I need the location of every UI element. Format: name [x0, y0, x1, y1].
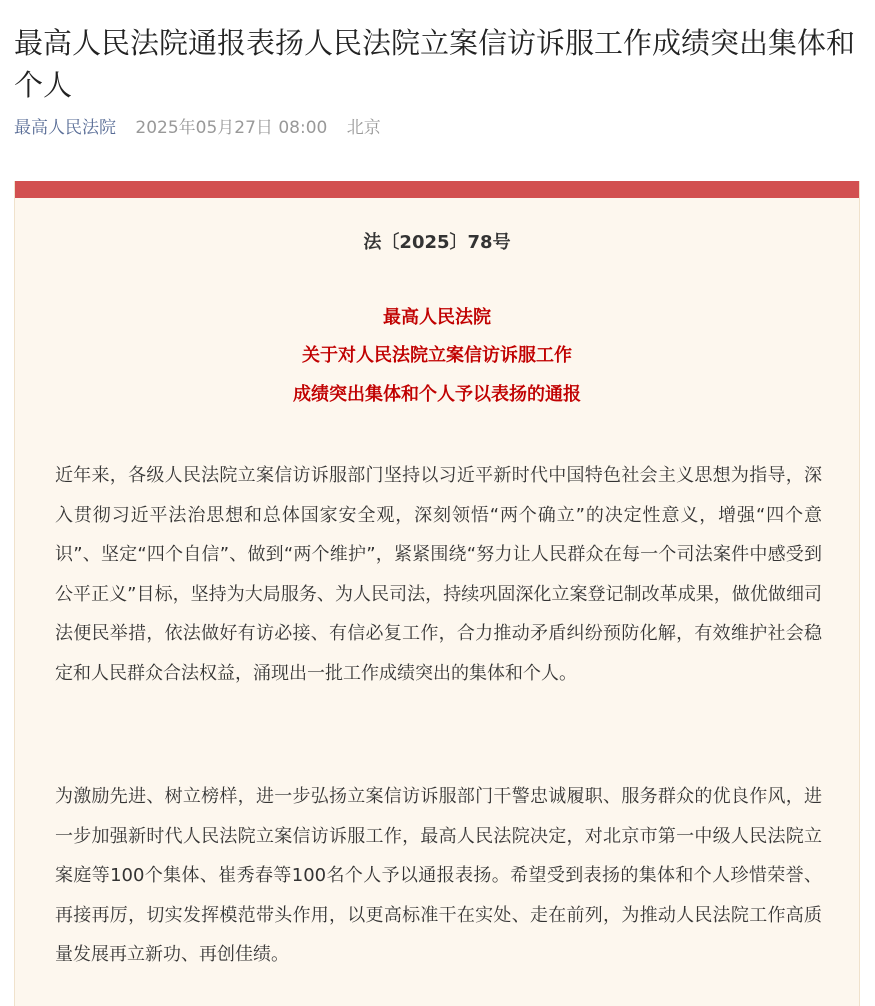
- article-meta: [14, 116, 381, 140]
- article-title: 最高人民法院通报表扬人民法院立案信访诉服工作成绩突出集体和个人: [14, 26, 856, 102]
- publish-location: 北京: [346, 118, 381, 138]
- body-paragraph: 为激励先进、树立榜样，进一步弘扬立案信访诉服部门干警忠诚履职、服务群众的优良作风，进一步加强新时代人民法院立案信访诉服工作，最高人民法院决定，对北京市第一中级人民法院立案庭等100个集体、崔秀春等100名个人予以通报表扬。希望受到表扬的集体和个人珍惜荣誉、再接再厉，切实发挥模范带头作用，以更高标准干在实处、走在前列，为推动人民法院工作高质量发展再立新功、再创佳绩。: [55, 786, 822, 966]
- publish-date: 2025年05月27日 08:00: [135, 118, 328, 138]
- document-number: 法〔2025〕78号: [363, 232, 511, 253]
- document-heading-line: 成绩突出集体和个人予以表扬的通报: [293, 384, 581, 405]
- document-heading-line: 关于对人民法院立案信访诉服工作: [302, 345, 572, 366]
- document-header-band: [15, 181, 859, 198]
- document-heading-line: 最高人民法院: [383, 307, 491, 328]
- source-account-link[interactable]: 最高人民法院: [14, 118, 116, 138]
- document-body: [14, 181, 860, 1006]
- body-paragraph: 近年来，各级人民法院立案信访诉服部门坚持以习近平新时代中国特色社会主义思想为指导，深入贯彻习近平法治思想和总体国家安全观，深刻领悟“两个确立”的决定性意义，增强“四个意识”、坚定“四个自信”、做到“两个维护”，紧紧围绕“努力让人民群众在每一个司法案件中感受到公平正义”目标，坚持为大局服务、为人民司法，持续巩固深化立案登记制改革成果，做优做细司法便民举措，依法做好有访必接、有信必复工作，合力推动矛盾纠纷预防化解，有效维护社会稳定和人民群众合法权益，涌现出一批工作成绩突出的集体和个人。: [55, 465, 822, 684]
